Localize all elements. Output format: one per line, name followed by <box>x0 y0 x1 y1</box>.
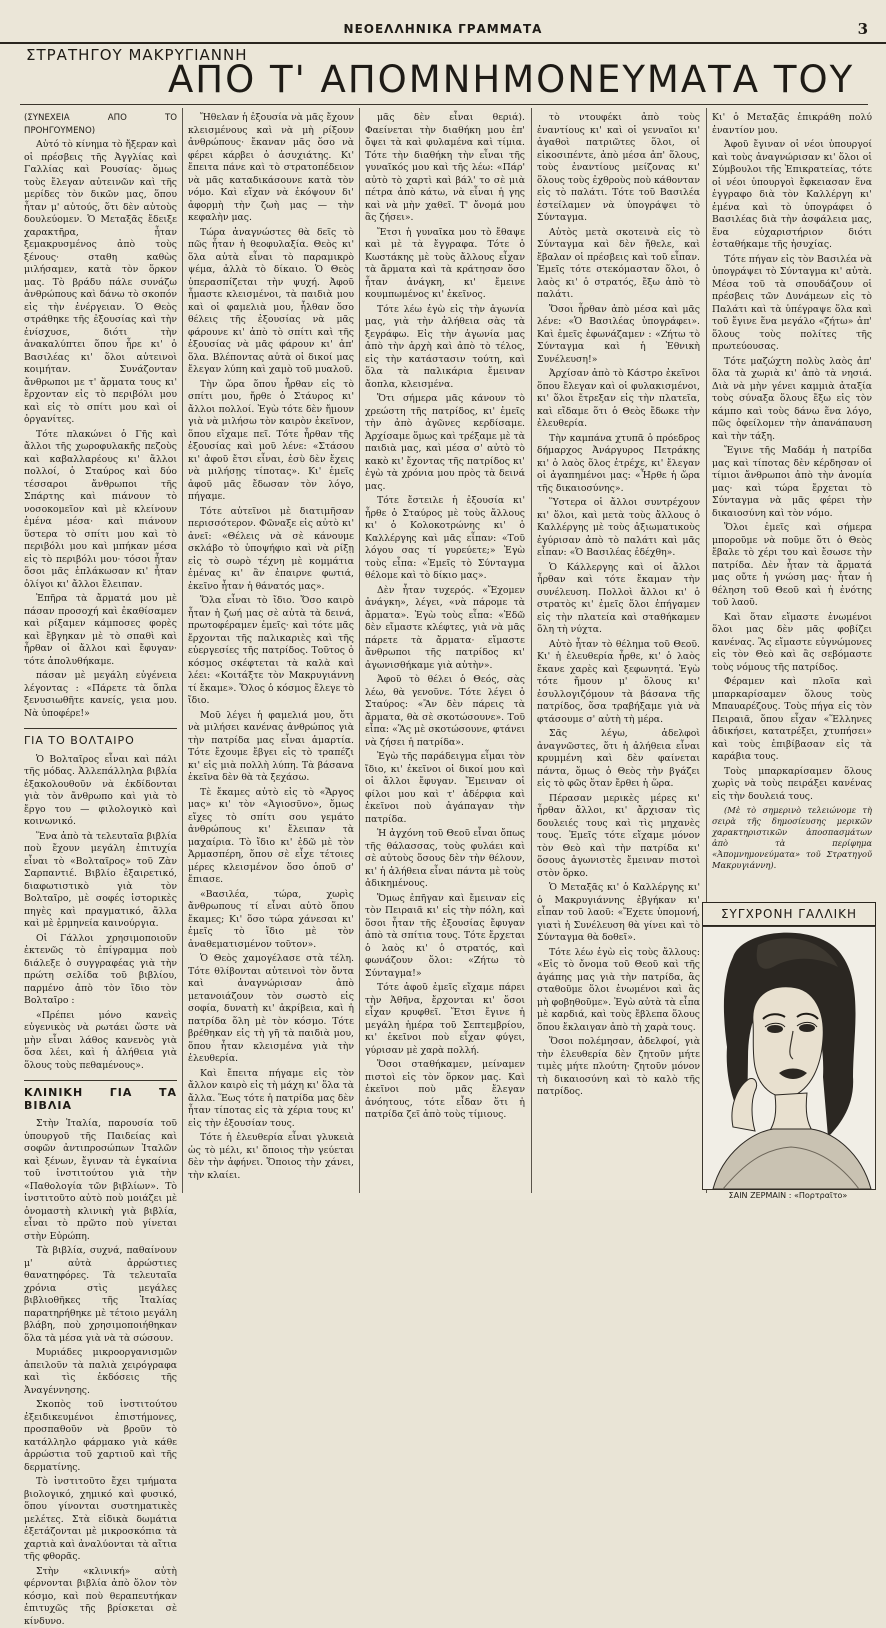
paragraph: Ὅμως ἐπῆγαν καὶ ἔμειναν εἰς τὸν Πειραιᾶ κι' εἰς τὴν πόλη, καὶ ὅσοι ἦταν τῆς ἐξουσίας ἔφυγαν ἀπὸ τὰ σπίτια τους. Τότε ἔρχεται ὁ λαὸς κι' ὁ στρατός, καὶ φωνάζουν ὅλοι: «Ζήτω τὸ Σύνταγμα!» <box>365 893 525 981</box>
column-divider <box>359 108 360 1193</box>
paragraph: μᾶς δὲν εἶναι θεριά). Φαείνεται τὴν διαθήκη μου ἐπ' ὄψει τὰ καὶ φυλαμένα καὶ τίμια. Τότε τὴν διαθήκη τὴν εἶναι τῆς γυναῖκός μου καὶ τῆς λέω: «Πάρ' αὐτὸ τὸ χαρτὶ καὶ βάλ' το σὲ μιὰ πέτρα ἀπὸ κάτω, νὰ εἶναι ἡ γης καὶ νὰ μὴν χαθεῖ. Τ' ὄνομά μου ἂς ζήσει». <box>365 112 525 225</box>
paragraph: Τότε ἔστειλε ἡ ἐξουσία κι' ἦρθε ὁ Σταύρος μὲ τοὺς ἄλλους κι' ὁ Κολοκοτρώνης κι' ὁ Καλλέργης καὶ μᾶς εἶπαν: «Τοῦ λόγου σας τί γυρεύετε;» Ἐγὼ τοὺς εἶπα: «Ἐμεῖς τὸ Σύνταγμα θέλομε καὶ τὸ δίκιο μας». <box>365 495 525 583</box>
paragraph: Τώρα ἀναγνώστες θὰ δεῖς τὸ πῶς ἦταν ἡ θεοφυλαξία. Θεὸς κι' ὅλα αὐτὰ εἶναι τὸ παραμικρὸ ψέμα, ἀλλὰ τὸ δίκαιο. Ὁ Θεὸς ὑπερασπίζεται τὴν ψυχή. Ἀφοῦ ἦμαστε κλεισμένοι, τὰ παιδιὰ μου καὶ οἱ φαμελιὰ μου, ἦλθαν ὅσο θέλεις τῆς ἐξουσίας νὰ μᾶς φάρουνε κι' ἀπὸ τὸ σπίτι καὶ τῆς ἐξουσίας νὰ μᾶς φάρουν κι' ἀπ' ὅλα. Βλέποντας αὐτὰ οἱ δικοί μας ἔλεγαν λύπη καὶ χαμὸ τοῦ μυαλοῦ. <box>188 227 354 377</box>
headline-rule <box>20 104 868 105</box>
paragraph: Ἐπῆρα τὰ ἄρματά μου μὲ πάσαν προσοχή καὶ ἐκαθίσαμεν καὶ ρίξαμεν κάμποσες φορὲς καὶ ἔβγηκαν μὲ τὸ σπαθὶ καὶ ἦρθαν οἱ ἄλλοι καὶ ἔφυγαν· τότε ἀπολυθήκαμε. <box>24 593 177 668</box>
column-3 <box>365 112 525 1190</box>
paragraph: Τότε μαζώχτη πολὺς λαὸς ἀπ' ὅλα τὰ χωριὰ κι' ἀπὸ τὰ νησιά. Διὰ νὰ μὴν γένει καμμιὰ ἀταξία τοὺς σύναξα ὅλους ἔξω εἰς τὸν κάμπο καὶ τοὺς δάνω ἕνα λόγο, πῶς ὀφείλομεν τὴν ἀπανάπαυση καὶ τὴν τάξη. <box>712 356 872 444</box>
column-4 <box>537 112 700 1190</box>
paragraph: Οἱ Γάλλοι χρησιμοποιοῦν ἐκτενῶς τὸ ἐπίγραμμα ποὺ διάλεξε ὁ συγγραφέας γιὰ τὴν πρώτη σελίδα τοῦ βιβλίου, παρμένο ἀπὸ τὸν ἴδιο τὸν Βολταῖρο : <box>24 933 177 1008</box>
column-divider <box>182 108 183 1193</box>
paragraph: Ὁ Θεὸς χαμογέλασε στὰ τέλη. Τότε θλίβονται αὐτεινοὶ τὸν ὄντα καὶ ἀναγνώρισαν ἀπὸ μετανοιάζουν τὸν σωστὸ εἰς σοφία, δυνατὴ κι' ἀκρίβεια, καὶ ἡ πατρίδα ὅλη μὲ τὸν κόσμο. Τότε βρέθηκαν εἰς τὴ γῆ τὰ παιδιὰ μου, ὅπου ἦταν κλεισμένα γιὰ τὴν ἐλευθερία. <box>188 953 354 1066</box>
masthead <box>0 20 886 44</box>
paragraph: Ἀφοῦ τὸ θέλει ὁ Θεός, σὰς λέω, θὰ γενοῦνε. Τότε λέγει ὁ Σταύρος: «Ἂν δὲν πάρεις τὰ ἄρματα, θὰ σὲ σκοτώσουνε». Τοῦ εἶπα: «Ἂς μὲ σκοτώσουνε, φτάνει νὰ ζήσει ἡ πατρίδα». <box>365 674 525 749</box>
paragraph: Ἔτσι ἡ γυναῖκα μου τὸ ἔθαψε καὶ μὲ τὰ ἔγγραφα. Τότε ὁ Κωστάκης μὲ τοὺς ἄλλους εἶχαν τὰ ἄρματα καὶ τὰ κράτησαν ὅσο ἦταν ἀνάγκη, κι' ἔμεινε κουμπωμένος κι' ἐκεῖνος. <box>365 227 525 302</box>
paragraph: Καὶ ἔπειτα πήγαμε εἰς τὸν ἄλλον καιρὸ εἰς τὴ μάχη κι' ὅλα τὰ ἄλλα. Ἕως τότε ἡ πατρίδα μας δὲν ἦταν τίποτας εἰς τὰ χέρια τους κι' εἰς τὴν ἐξουσίαν τους. <box>188 1068 354 1131</box>
section-heading-voltaire: ΓΙΑ ΤΟ ΒΟΛΤΑΙΡΟ <box>24 728 177 748</box>
paragraph: Φέραμεν καὶ πλοῖα καὶ μπαρκαρίσαμεν ὅλους τοὺς Μπαυαρέζους. Τοὺς πήγα εἰς τὸν Πειραιᾶ, ὅπου εἶχαν «Ἕλληνες ἀδικήσει, κατατρέξει, χτυπήσει» καὶ τοὺς ἐπιβίβασαν εἰς τὰ καράβια τους. <box>712 676 872 764</box>
section-heading-art: ΣΥΓΧΡΟΝΗ ΓΑΛΛΙΚΗ <box>702 902 876 926</box>
paragraph: Ὁ Κάλλεργης καὶ οἱ ἄλλοι ἦρθαν καὶ τότε ἔκαμαν τὴν συνέλευση. Πολλοὶ ἄλλοι κι' ὁ στρατὸς κι' ἐμεῖς ὅλοι ἐπήγαμεν εἰς τὴν πλατεία καὶ σταθήκαμεν ὅλη τὴ νύχτα. <box>537 562 700 637</box>
paragraph: Τὸ ἰνστιτοῦτο ἔχει τμήματα βιολογικό, χημικό καὶ φυσικό, ὅπου γίνονται συστηματικὲς μελέτες. Στὰ εἰδικὰ δωμάτια ἐξετάζονται μὲ μικροσκόπια τὰ χαρτιὰ καὶ ἀναλύονται τὰ αἴτια τῆς φθορᾶς. <box>24 1476 177 1564</box>
column-1 <box>24 112 177 1192</box>
paragraph: Ἔγινε τῆς Μαδάμ ἡ πατρίδα μας καὶ τίποτας δὲν κέρδησαν οἱ τίμιοι ἄνθρωποι ἀπὸ τὴν ἀνομία μας· καὶ τώρα ἔρχεται τὸ Σύνταγμα νὰ μᾶς φέρει τὴν δικαιοσύνη καὶ τὸν νόμο. <box>712 445 872 520</box>
continuation-note: (ΣΥΝΕΧΕΙΑ ΑΠΟ ΤΟ ΠΡΟΗΓΟΥΜΕΝΟ) <box>24 112 177 137</box>
portrait-drawing <box>703 927 875 1189</box>
paragraph: Αὐτό τὸ κίνημα τὸ ἤξεραν καὶ οἱ πρέσβεις τῆς Ἀγγλίας καὶ Γαλλίας καὶ Ρουσίας· ὅμως τοὺς ἔλεγαν αὐτεινῶν καὶ τῆς μερίδες τὸν δικῶν μας, ὅπου ἦταν μ' αὐτούς, ὅτι δὲν αὐτοὺς δουλεύομεν. Ὁ Μεταξᾶς ἔδειξε χαρακτῆρα, ἦταν ξεμακρυσμένος ἀπὸ τοὺς ξένους· σταθη καθὼς μιλήσαμεν, κατὰ τὸν ὅρκον μας. Τὸ βράδυ πάλε συνάζω ἀνθρώπους καὶ δάνω τὸ σκοπόν εἰς τὴν ἐνέργειαν. Ὁ Θεὸς στράθηκε τῆς ἐξουσίας καὶ τὴν ἐνίσχυσε, διότι τὴν ἀνακαλύπτει ὅπου ἦρε κι' ὁ Βασιλέας κι' ὅλοι αὐτεινοὶ κοιμήταν. Συνάζονταν ἄνθρωποι με τ' ἄρματα τους κι' ἔρχονταν εἰς τὸ περιβόλι μου καὶ εἰς τὸ σπίτι μου καὶ οἱ ὀργανίτες. <box>24 139 177 427</box>
column-2 <box>188 112 354 1190</box>
column-divider <box>531 108 532 1193</box>
paragraph: Κι' ὁ Μεταξᾶς ἐπικράθη πολύ ἐναντίον μου. <box>712 112 872 137</box>
paragraph: Τὴν καμπάνα χτυπᾶ ὁ πρόεδρος δήμαρχος Ἀνάργυρος Πετράκης κι' ὁ λαὸς ὅλος ἐτρέχε, κι' ἔλεγαν οἱ ἀγαπημένοι μας: «Ἦρθε ἡ ὥρα τῆς δικαιοσύνης». <box>537 433 700 496</box>
paragraph: Μυριάδες μικροοργανισμῶν ἀπειλοῦν τὰ παλιὰ χειρόγραφα καὶ τὶς ἐκδόσεις τῆς Ἀναγέννησης. <box>24 1347 177 1397</box>
paragraph: Τότε αὐτεῖνοι μὲ διατιμῆσαν περισσότερον. Φῶναξε εἰς αὐτὸ κι' ἀνεῖ: «Θέλεις νὰ σὲ κάνουμε σκλάβο τὸ ὑποψήφιο καὶ νὰ ρίξῃ εἰς τὸ σωρὸ τέχνη μὲ κομμάτια ἐμένας κι' ἂν ἐπαιρνε φωτιά, ἐκεῖνο ἦταν ἡ θάνατός μας». <box>188 506 354 594</box>
paragraph: Ἕνα ἀπὸ τὰ τελευταῖα βιβλία ποὺ ἔχουν μεγάλη ἐπιτυχία εἶναι τὸ «Βολταῖρος» τοῦ Ζὰν Σαρπαντιέ. Βιβλίο ἐξαιρετικό, διαφωτιστικὸ γιὰ τὸν Βολταῖρο, μὲ σοφές ἱστορικὲς πηγὲς καὶ πραγματικό, ἄλλα καὶ μὲ ἑρμηνεία καινούργια. <box>24 831 177 931</box>
paragraph: Στὴν «κλινική» αὐτὴ φέρνονται βιβλία ἀπὸ ὅλον τὸν κόσμο, καὶ ποὺ θεραπευτήκαν ἐπιτυχῶς τῆς βρίσκεται σὲ κίνδυνο. <box>24 1566 177 1628</box>
paragraph: τὸ ντουφέκι ἀπὸ τοὺς ἐναντίους κι' καὶ οἱ γενναῖοι κι' ἀγαθοὶ πατριῶτες ὅλοι, οἱ εἰκοσιπέντε, ἀπὸ μέσα ἀπ' ὅλους, τοὺς ἐναντίους μείζονας κι' ὅλους τοὺς ἐχθροὺς ποὺ κάθονταν εἰς τὸ παλάτι. Τότε τοῦ Βασιλέα ἐστείλαμεν νὰ ὑπογράψει τὸ Σύνταγμα. <box>537 112 700 225</box>
paragraph: πάσαν μὲ μεγάλη εὐγένεια λέγοντας : «Πάρετε τὰ ὅπλα ξενυσιωθῆτε κανείς, γεια μου. Νὰ ὑποφέρε!» <box>24 670 177 720</box>
paragraph: Τοὺς μπαρκαρίσαμεν ὅλους χωρὶς νὰ τοὺς πειράξει κανένας εἰς τὴν δουλειά τους. <box>712 766 872 804</box>
paragraph: Μοῦ λέγει ἡ φαμελιά μου, ὅτι νὰ μιλήσει κανένας ἀνθρώπος γιὰ τὴν πατρίδα μας εἶναι ἁμαρτία. Τότε ἔχουμε ἔβγει εἰς τὸ τραπέζι κι' εἰς μιὰ πολλὴ λύπη. Τὰ βάσανα ἐκεῖνα δὲν θὰ τὰ ξεχάσω. <box>188 710 354 785</box>
paragraph: Ἤθελαν ἡ ἐξουσία νὰ μᾶς ἔχουν κλεισμένους καὶ νὰ μὴ ρίξουν ἀνθρώπους· ἔκαναν μᾶς ὅσο νὰ φέρει κάρβει ὁ ἀσυχιάτης. Κι' ἔπειτα πάνε καὶ τὸ στρατοπέδειον νὰ μᾶς καταδικάσουνε κατὰ τὸν νόμο. Καὶ εἴχαν νὰ ἐκόψουν δι' ἀφορμὴ τὴν ζωὴ μας — τὴν κεφαλὴν μας. <box>188 112 354 225</box>
paragraph: Ὅτι σήμερα μᾶς κάνουν τὸ χρεώστη τῆς πατρίδος, κι' ἐμεῖς τὴν ἀπὸ ἀγῶνες κερδίσαμε. Ἀρχίσαμε ὅμως καὶ τρέξαμε μὲ τὰ παιδιὰ μας, καὶ μέσα σ' αὐτὸ τὸ κακὸ κι' ἔχοντας τῆς πατρίδος κι' ἐγὼ τὰ χρόνια μου πρὸς τὰ δεινά μας. <box>365 393 525 493</box>
paragraph: Καὶ ὅταν εἴμαστε ἑνωμένοι ὅλοι μας δὲν μᾶς φοβίζει κανένας. Ἂς εἴμαστε εὐγνώμονες εἰς τὸν Θεὸ καὶ ἂς σεβόμαστε τοὺς νόμους τῆς πατρίδος. <box>712 612 872 675</box>
paragraph: «Πρέπει μόνο κανεὶς εὐγενικὸς νὰ ρωτάει ὥστε νὰ μὴν εἶναι λάθος κανενὸς γιὰ ὅσα λέει, καὶ ἡ ἀλήθεια γιὰ ὅλους τοὺς πεθαμένους». <box>24 1010 177 1073</box>
paragraph: Δὲν ἦταν τυχερός. «Ἔχομεν ἀνάγκη», λέγει, «νὰ πάρομε τὰ ἄρματα». Ἐγὼ τοὺς εἶπα: «Ἐδῶ δὲν εἴμαστε κλέφτες, γιὰ νὰ μᾶς πάρετε τὰ ἄρματα· εἴμαστε ἄνθρωποι τῆς πατρίδος κι' ἀγωνισθήκαμε γιὰ αὐτὴν». <box>365 585 525 673</box>
paragraph: Ὁ Μεταξᾶς κι' ὁ Καλλέργης κι' ὁ Μακρυγιάννης ἐβγήκαν κι' εἶπαν τοῦ λαοῦ: «Ἔχετε ὑπομονή, γιατὶ ἡ Συνέλευση θὰ γίνει καὶ τὸ Σύνταγμα θὰ δοθεῖ». <box>537 882 700 945</box>
paragraph: Τότε ἡ ἐλευθερία εἶναι γλυκειὰ ὡς τὸ μέλι, κι' ὅποιος τὴν γεύεται δὲν τὴν ἀφήνει. Ὅποιος τὴν χάνει, τὴν κλαίει. <box>188 1132 354 1182</box>
paragraph: Τότε πλακώνει ὁ Γῆς καὶ ἄλλοι τῆς χωροφυλακῆς πεζοὺς καὶ καβαλλαρέους κι' ἄλλοι πολλοί, ὁ Σταύρος καὶ δύο τέσσαροι ἄνθρωποι τῆς Σπάρτης καὶ πιάνουν τὸ νοσοκομεῖον καὶ μὲ κλείνουν ἐμένα μέσα· καὶ πιάνουν ὕστερα τὸ σπίτι μου καὶ τὸ περιβόλι μου καὶ μπήκαν μέσα εἰς τὸ περιβόλι μου· τόσοι ἦταν ὅσοι μᾶς ἐπλάκωσαν κι' ἦταν ὀλίγοι κι' ἄλλοι ἔλειπαν. <box>24 429 177 592</box>
paragraph: Ἀρχίσαν ἀπὸ τὸ Κάστρο ἐκεῖνοι ὅπου ἔλεγαν καὶ οἱ φυλακισμένοι, κι' ὅλοι ἔτρεξαν εἰς τὴν πλατεῖα, καὶ εἴδαμε ὅτι ὁ Θεὸς ἔδωκε τὴν ἐλευθερία. <box>537 368 700 431</box>
paragraph: Ὕστερα οἱ ἄλλοι συντρέχουν κι' ὅλοι, καὶ μετὰ τοὺς ἄλλους ὁ Καλλέργης μὲ τοὺς ἀξιωματικοὺς ἐγύρισαν ἀπὸ τὸ παλάτι καὶ μᾶς εἶπαν: «Ὁ Βασιλέας ἐδέχθη». <box>537 497 700 560</box>
headline: ΑΠΟ Τ' ΑΠΟΜΝΗΜΟΝΕΥΜΑΤΑ ΤΟΥ <box>168 58 854 101</box>
art-caption: ΣΑΙΝ ΖΕΡΜΑΙΝ : «Πορτραῖτο» <box>702 1192 874 1200</box>
editor-note: (Μὲ τὸ σημερινὸ τελειώνομε τὴ σειρὰ τῆς δημοσίευσης μερικῶν χαρακτηριστικῶν ἀποσπασμάτων ἀπὸ τὰ περίφημα «Ἀπομνημονεύματα» τοῦ Στρατηγοῦ Μακρυγιάννη). <box>712 805 872 871</box>
paragraph: «Βασιλέα, τώρα, χωρὶς ἄνθρωπους τί εἶναι αὐτὸ ὅπου ἔκαμες; Κι' ὅσο τώρα χάνεσαι κι' ἐμεῖς τὸ ἴδιο μὲ τὸν ἀναθεματισμένον τοῦτον». <box>188 889 354 952</box>
paragraph: Στὴν Ἰταλία, παρουσία τοῦ ὑπουργοῦ τῆς Παιδείας καὶ σοφῶν ἀντιπροσώπων Ἰταλῶν καὶ ξένων, ἔγιναν τὰ ἐγκαίνια τοῦ ἰνστιτούτου γιὰ τὴν «Παθολογία τῶν βιβλίων». Τὸ ἰνστιτοῦτο αὐτὸ ποὺ μοιάζει μὲ ὀνομαστὴ κλινικὴ γιὰ βιβλία, εἶναι τὸ πρῶτο ποὺ γίνεται στὴν Εὐρώπη. <box>24 1118 177 1243</box>
paragraph: Τότε λέω ἐγὼ εἰς τοὺς ἄλλους: «Εἰς τὸ ὄνομα τοῦ Θεοῦ καὶ τῆς ἀγάπης μας γιὰ τὴν πατρίδα, ἂς σταθοῦμε ὅλοι ἑνωμένοι καὶ ἂς μὴ φοβηθοῦμε». Ἐγὼ αὐτὰ τὰ εἶπα μὲ καρδιά, καὶ τοὺς ἔβλεπα ὅλους ὅπου ἔκλαιγαν ἀπὸ τὴ χαρὰ τους. <box>537 947 700 1035</box>
paragraph: Τότε ἀφοῦ ἐμεῖς εἴχαμε πάρει τὴν Ἀθῆνα, ἔρχονται κι' ὅσοι εἶχαν κρυφθεῖ. Ἔτσι ἔγινε ἡ μεγάλη ἡμέρα τοῦ Σεπτεμβρίου, κι' ἐκεῖνοι ποὺ εἶχαν φύγει, γύρισαν μὲ χαρὰ πολλή. <box>365 982 525 1057</box>
paragraph: Ὁ Βολταῖρος εἶναι καὶ πάλι τῆς μόδας. Ἀλλεπάλληλα βιβλία ἐξακολουθοῦν νὰ ἐκδίδονται γιὰ τὸν ἄνθρωπο καὶ γιὰ τὸ ἔργο του — φιλολογικὸ καὶ κοινωνικό. <box>24 754 177 829</box>
paragraph: Αὐτὸ ἦταν τὸ θέλημα τοῦ Θεοῦ. Κι' ἡ ἐλευθερία ἦρθε, κι' ὁ λαὸς ἔκανε χαρὲς καὶ ξεφωνητά. Ἐγὼ τότε ἤμουν μ' ὅλους κι' ἐσυλλογιζόμουν τὰ βάσανα τῆς πατρίδος, ὅσα τραβήξαμε γιὰ νὰ φτάσουμε σ' αὐτὴ τὴ μέρα. <box>537 639 700 727</box>
portrait-illustration <box>702 926 876 1190</box>
page-number: 3 <box>858 20 868 38</box>
paragraph: Τὴν ὥρα ὅπου ἦρθαν εἰς τὸ σπίτι μου, ἤρθε ὁ Στάυρος κι' ἄλλοι πολλοί. Ἐγὼ τότε δὲν ἤμουν γιὰ νὰ μιλήσω τὸν καιρὸν ἐκεῖνον, ὅπου εἴχαμε πεῖ. Τότε ἦρθαν τῆς ἐξουσίας καὶ μοῦ λένε: «Στάσου κι' ἀφοῦ ἔτσι εἶναι, ἐσὺ δὲν ἔχεις νὰ μιλήσῃς τίποτας». Κι' ἐμεῖς ἀφοῦ μᾶς ἔδωσαν τὸν λόγο, πήγαμε. <box>188 379 354 504</box>
paragraph: Σᾶς λέγω, ἀδελφοὶ ἀναγνῶστες, ὅτι ἡ ἀλήθεια εἶναι κρυμμένη καὶ δὲν φαίνεται πάντα, ὅμως ὁ Θεὸς τὴν βγάζει εἰς τὸ φῶς ὅταν ἔρθει ἡ ὥρα. <box>537 728 700 791</box>
newspaper-title: ΝΕΟΕΛΛΗΝΙΚΑ ΓΡΑΜΜΑΤΑ <box>0 22 886 36</box>
paragraph: Σκοπὸς τοῦ ἰνστιτούτου ἐξειδικευμένοι ἐπιστήμονες, προσπαθοῦν νὰ βροῦν τὸ κατάλληλο φάρμακο γιὰ κάθε ἀρρώστια τοῦ χαρτιοῦ καὶ τῆς δερματίνης. <box>24 1399 177 1474</box>
paragraph: Πέρασαν μερικὲς μέρες κι' ἦρθαν ἄλλοι, κι' ἄρχισαν τὶς δουλειές τους καὶ τὶς μηχανὲς τους. Ἐμεῖς τότε εἴχαμε μόνον τὸν Θεὸ καὶ τὴν πατρίδα κι' ὅσους ἀγωνιστὲς ἔμειναν πιστοὶ στὸν ὅρκο. <box>537 793 700 881</box>
paragraph: Τότε λέω ἐγὼ εἰς τὴν ἀγωνία μας, γιὰ τὴν ἀλήθεια σὰς τὰ ξεγράφω. Εἰς τὴν ἀγωνία μας ἀπὸ τὴν ἀρχὴ καὶ ἀπὸ τὸ τέλος, εἰς τὴν κατάστασιν τούτη, καὶ ὅλα τὰ παλικάρια ἔμειναν ἄοπλα, κλεισμένα. <box>365 304 525 392</box>
paragraph: Τὲ ἔκαμες αὐτὸ εἰς τὸ «Ἄργος μας» κι' τὸν «Ἀγιοσῦνο», ὅμως εἴχες τὸ σπίτι σου γεμάτο ἀνθρώπους κι' ἔλειπαν τὰ μαχαίρια. Τὸ ἴδιο κι' ἐδῶ μὲ τὸν Ἀρμασπέρη, ὅπου σὲ εἶχε τέτοιες μέρες κλεισμένον ὅσο ὁποῦ σ' ἔπιασε. <box>188 787 354 887</box>
paragraph: Ὅσοι σταθήκαμεν, μείναμεν πιστοὶ εἰς τὸν ὅρκον μας. Καὶ ἐκεῖνοι ποὺ μᾶς ἔλεγαν ἀνόητους, τότε εἶδαν ὅτι ἡ πατρίδα ζεῖ ἀπὸ τοὺς τίμιους. <box>365 1059 525 1122</box>
paragraph: Ὅσοι ἦρθαν ἀπὸ μέσα καὶ μᾶς λένε: «Ὁ Βασιλέας ὑπογράφει». Καὶ ἐμεῖς ἐφωνάζαμεν : «Ζήτω τὸ Σύνταγμα καὶ ἡ Ἐθνικὴ Συνέλευση!» <box>537 304 700 367</box>
paragraph: Ὅσοι πολέμησαν, ἀδελφοί, γιὰ τὴν ἐλευθερία δὲν ζητοῦν μήτε τιμὲς μήτε πλούτη· ζητοῦν μόνον τὴ δικαιοσύνη καὶ τὸ καλὸ τῆς πατρίδος. <box>537 1036 700 1099</box>
byline: ΣΤΡΑΤΗΓΟΥ ΜΑΚΡΥΓΙΑΝΝΗ <box>26 46 248 64</box>
column-5 <box>712 112 872 892</box>
paragraph: Ἐγὼ τῆς παράδειγμα εἶμαι τὸν ἴδιο, κι' ἐκεῖνοι οἱ δικοί μου καὶ οἱ ἄλλοι ἔφυγαν. Ἔμειναν οἱ φίλοι μου καὶ τ' ἀδέρφια καὶ ἐκεῖνοι ποὺ ἀγάπαγαν τὴν πατρίδα. <box>365 751 525 826</box>
section-heading-books: ΚΛΙΝΙΚΗ ΓΙΑ ΤΑ ΒΙΒΛΙΑ <box>24 1080 177 1112</box>
paragraph: Ὅλα εἶναι τὸ ἴδιο. Ὅσο καιρὸ ἦταν ἡ ζωή μας σὲ αὐτὰ τὰ δεινά, πρωτοφέραμεν ἐμεῖς· καὶ τότε μᾶς ἔρχονται τῆς παλικαριὲς καὶ τῆς εὐεργεσίες τῆς πατρίδος. Τοῦτος ὁ κόσμος σκέφτεται τὰ καλὰ καὶ λέει: «Κοιτάξτε τὸν Μακρυγιάννη τί ἔκαμε». Ὅλος ὁ κόσμος ἔλεγε τὸ ἴδιο. <box>188 595 354 708</box>
paragraph: Αὐτὸς μετὰ σκοτεινὰ εἰς τὸ Σύνταγμα καὶ δὲν ἤθελε, καὶ ἔβαλαν οἱ πρέσβεις καὶ τοῦ εἶπαν. Ἐμεῖς τότε στεκόμασταν ὅλοι, ὁ λαὸς κι' ὁ στρατός, ἔξω ἀπὸ τὸ παλάτι. <box>537 227 700 302</box>
paragraph: Τότε πήγαν εἰς τὸν Βασιλέα νὰ ὑπογράψει τὸ Σύνταγμα κι' αὐτὰ. Μέσα τοῦ τὰ σπουδάζουν οἱ πρέσβεις τῶν Δυνάμεων εἰς τὸ Παλάτι καὶ τὰ ὑπέγραψε ὅλα καὶ τοῦ ἔγινε ἕνα μεγάλο «ζήτω» ἀπ' ὅλους τοὺς πολίτες τῆς πρωτεύουσας. <box>712 254 872 354</box>
paragraph: Ὅλοι ἐμεῖς καὶ σήμερα μποροῦμε νὰ ποῦμε ὅτι ὁ Θεὸς ἔβαλε τὸ χέρι του καὶ ἔσωσε τὴν πατρίδα. Δὲν ἦταν τὰ ἄρματά μας οὔτε ἡ γνώση μας· ἦταν ἡ θέληση τοῦ Θεοῦ καὶ ἡ ἐνότης τοῦ λαοῦ. <box>712 522 872 610</box>
paragraph: Ἀφοῦ ἔγιναν οἱ νέοι ὑπουργοί καὶ τοὺς ἀναγνώρισαν κι' ὅλοι οἱ Σύμβουλοι τῆς Ἐπικρατείας, τότε οἱ νέοι ὑπουργοὶ ἔφκειασαν ἕνα ἐγγραφο διὰ τὸν Καλλέργη κι' ἐμένα καὶ τὸ ὑπογράφει ὁ Βασιλέας διὰ τὴν ἀσφάλεια μας, ἕνα εὐχαριστήριον διότι ἐσταθήκαμε τῆς ἡσυχίας. <box>712 139 872 252</box>
paragraph: Ἡ ἀγχόνη τοῦ Θεοῦ εἶναι ὄπως τῆς θάλασσας, τοὺς φυλάει καὶ σὲ αὐτοὺς ὅσους δὲν τὴν θέλουν, κι' ἡ ἀλήθεια εἶναι πάντα μὲ τοὺς ἀδικημένους. <box>365 828 525 891</box>
paragraph: Τὰ βιβλία, συχνά, παθαίνουν μ' αὐτὰ ἀρρώστιες θανατηφόρες. Τὰ τελευταῖα χρόνια στὶς μεγάλες βιβλιοθῆκες τῆς Ἰταλίας παρατηρήθηκε μὲ τέτοιο μεγάλη βλάβη, ποὺ χρησιμοποιήθηκαν ὅλα τὰ μέσα γιὰ νὰ τὰ σώσουν. <box>24 1245 177 1345</box>
